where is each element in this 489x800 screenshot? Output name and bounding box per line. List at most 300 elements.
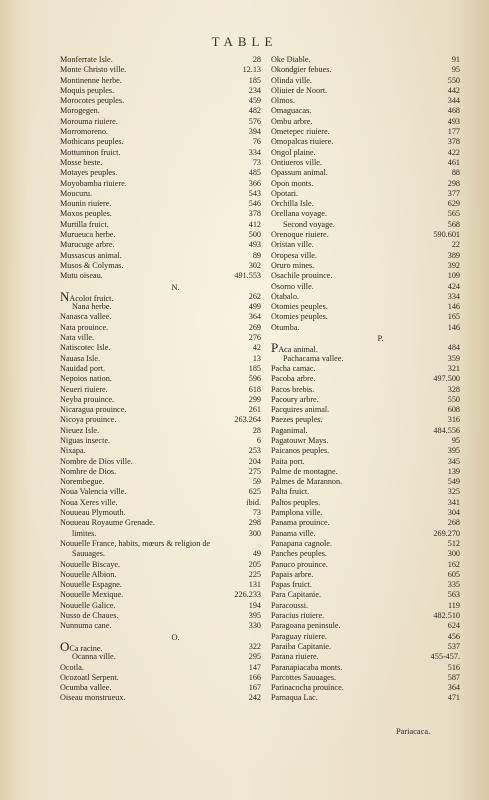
index-entry — [60, 364, 261, 374]
entry-term: Parinacocha prouince. — [271, 683, 344, 693]
index-entry — [271, 611, 460, 621]
entry-page-number: 455-457. — [430, 652, 460, 662]
entry-page-number: 12.13 — [242, 65, 261, 75]
index-entry — [60, 395, 261, 405]
entry-page-number: 22 — [451, 240, 460, 250]
index-entry — [271, 508, 460, 518]
index-entry — [271, 240, 460, 250]
entry-term: Paita port. — [271, 456, 305, 466]
index-entry — [271, 148, 460, 158]
entry-term: Moyobamba riuiere. — [60, 178, 127, 188]
entry-term: Otomies peuples. — [271, 302, 328, 312]
entry-term: Otumba. — [271, 322, 300, 332]
entry-page-number: 328 — [447, 384, 460, 394]
entry-page-number: 442 — [447, 85, 460, 95]
index-entry — [271, 498, 460, 508]
index-entry — [271, 354, 460, 364]
entry-term: Nata ville. — [60, 333, 95, 343]
entry-page-number: 253 — [248, 446, 261, 456]
entry-term: Paicanos peuples. — [271, 446, 330, 456]
entry-term: Montinenne herbe. — [60, 75, 122, 85]
entry-page-number: 262 — [248, 291, 261, 301]
index-entry — [271, 477, 460, 487]
entry-page-number: 491.553 — [234, 271, 261, 281]
entry-term: Nouuelle Albion. — [60, 569, 117, 579]
entry-term: Pacquires animal. — [271, 405, 330, 415]
entry-term: Nouuelle Biscaye. — [60, 559, 121, 569]
entry-page-number: 166 — [248, 672, 261, 682]
index-entry — [60, 343, 261, 353]
index-entry — [60, 693, 261, 703]
section-letter-text: N. — [171, 281, 180, 292]
entry-page-number: 629 — [447, 199, 460, 209]
entry-term: Panapana cagnole. — [271, 538, 332, 548]
entry-term: Morocotes peuples. — [60, 96, 125, 106]
index-entry — [271, 199, 460, 209]
entry-page-number: 146 — [447, 302, 460, 312]
entry-page-number: 568 — [447, 219, 460, 229]
index-entry — [60, 539, 261, 549]
entry-page-number: 378 — [248, 209, 261, 219]
entry-page-number: 364 — [447, 683, 460, 693]
index-entry — [271, 467, 460, 477]
entry-term: Nixapa. — [60, 446, 86, 456]
entry-page-number: 516 — [447, 662, 460, 672]
index-entry — [60, 487, 261, 497]
entry-page-number: 499 — [248, 302, 261, 312]
entry-page-number: 378 — [447, 137, 460, 147]
entry-term: Nouuelle Mexique. — [60, 590, 124, 600]
index-entry — [271, 405, 460, 415]
index-entry — [271, 168, 460, 178]
index-entry — [271, 601, 460, 611]
index-entry — [60, 199, 261, 209]
index-entry — [271, 693, 460, 703]
entry-term: Nouueau Royaume Grenade. — [60, 518, 155, 528]
entry-page-number: 185 — [248, 363, 261, 373]
entry-page-number: 321 — [447, 363, 460, 373]
index-entry — [271, 312, 460, 322]
entry-term: Monferrate Isle. — [60, 55, 113, 64]
entry-page-number: 275 — [248, 466, 261, 476]
entry-page-number: 625 — [248, 487, 261, 497]
index-entry — [60, 580, 261, 590]
entry-page-number: 395 — [447, 446, 460, 456]
entry-page-number: 608 — [447, 405, 460, 415]
index-entry — [60, 385, 261, 395]
entry-term: Parana riuiere. — [271, 652, 319, 662]
entry-page-number: 412 — [248, 219, 261, 229]
entry-term: Oke Diable. — [271, 55, 311, 64]
entry-page-number: 482.510 — [433, 611, 460, 621]
entry-term: Murucuge arbre. — [60, 240, 115, 250]
entry-term: Osachile prouince. — [271, 271, 333, 281]
entry-term: Noua Xeres ville. — [60, 497, 118, 507]
entry-page-number: 364 — [248, 312, 261, 322]
entry-term: Nouuelle France, habits, mœurs & religion de — [60, 538, 211, 548]
entry-page-number: 49 — [252, 549, 261, 559]
index-entry — [271, 55, 460, 65]
entry-term: Papas fruict. — [271, 580, 312, 590]
index-entry — [60, 76, 261, 86]
entry-page-number: 109 — [447, 271, 460, 281]
entry-page-number: 316 — [447, 415, 460, 425]
entry-term: Nieuez Isle. — [60, 425, 100, 435]
entry-page-number: 422 — [447, 147, 460, 157]
entry-page-number: 304 — [447, 508, 460, 518]
entry-term: NAcolot fruict. — [60, 288, 114, 304]
entry-term: Morogegen. — [60, 106, 100, 116]
index-entry — [271, 642, 460, 652]
catchword: Pariacaca. — [396, 727, 431, 736]
entry-term: Nauasa Isle. — [60, 353, 101, 363]
entry-term: Parcottes Sauuages. — [271, 672, 337, 682]
entry-term: Otomies peuples. — [271, 312, 328, 322]
entry-term: Orenoque riuiere. — [271, 230, 329, 240]
entry-term: Nepoios nation. — [60, 374, 112, 384]
entry-page-number: 335 — [447, 580, 460, 590]
entry-page-number: 73 — [252, 157, 261, 167]
index-entry — [60, 312, 261, 322]
entry-term: Orellana voyage. — [271, 209, 327, 219]
entry-term: Oristan ville. — [271, 240, 314, 250]
entry-term: Musos & Colymas. — [60, 260, 124, 270]
entry-term: Palmes de Marannon. — [271, 477, 343, 487]
entry-page-number: 461 — [447, 157, 460, 167]
entry-term: Omaguacas. — [271, 106, 312, 116]
index-entry — [271, 632, 460, 642]
index-entry — [271, 590, 460, 600]
entry-page-number: 359 — [447, 353, 460, 363]
index-entry — [60, 570, 261, 580]
entry-term: Palta fruict. — [271, 487, 310, 497]
index-entry — [271, 96, 460, 106]
entry-page-number: 276 — [248, 333, 261, 343]
index-entry — [60, 652, 261, 662]
index-entry — [271, 65, 460, 75]
index-entry — [271, 426, 460, 436]
entry-term: Niguas insecte. — [60, 435, 111, 445]
entry-term: Second voyage. — [283, 219, 335, 229]
index-entry — [60, 477, 261, 487]
entry-page-number: 485 — [248, 168, 261, 178]
entry-term: Nombre de Dios. — [60, 466, 117, 476]
entry-page-number: 590.601 — [433, 230, 460, 240]
entry-page-number: 299 — [248, 394, 261, 404]
index-entry — [271, 673, 460, 683]
entry-term: Ocanna ville. — [72, 652, 116, 662]
entry-page-number: 482 — [248, 106, 261, 116]
index-entry — [60, 446, 261, 456]
index-entry — [60, 673, 261, 683]
entry-term: Oruro mines. — [271, 260, 315, 270]
entry-page-number: 91 — [451, 55, 460, 64]
entry-page-number: 89 — [252, 250, 261, 260]
index-entry — [271, 137, 460, 147]
index-entry — [271, 446, 460, 456]
entry-term: Paezes peuples. — [271, 415, 323, 425]
entry-page-number: 13 — [252, 353, 261, 363]
index-entry — [60, 117, 261, 127]
entry-term: Ocotla. — [60, 662, 84, 672]
entry-term: Omopalcas riuiere. — [271, 137, 334, 147]
entry-page-number: 226.233 — [234, 590, 261, 600]
index-entry — [271, 106, 460, 116]
entry-page-number: 456 — [447, 631, 460, 641]
section-letter — [60, 282, 261, 292]
index-entry — [271, 487, 460, 497]
entry-page-number: 550 — [447, 75, 460, 85]
index-entry — [60, 323, 261, 333]
index-entry — [60, 168, 261, 178]
entry-page-number: 366 — [248, 178, 261, 188]
entry-page-number: 549 — [447, 477, 460, 487]
index-entry — [271, 323, 460, 333]
index-entry — [271, 340, 460, 356]
index-entry — [60, 467, 261, 477]
entry-page-number: 550 — [447, 394, 460, 404]
entry-term: Para Capitanie. — [271, 590, 322, 600]
index-entry — [271, 189, 460, 199]
entry-page-number: 302 — [248, 260, 261, 270]
entry-page-number: 185 — [248, 75, 261, 85]
entry-page-number: 322 — [248, 641, 261, 651]
entry-page-number: 298 — [447, 178, 460, 188]
entry-page-number: 576 — [248, 116, 261, 126]
entry-page-number: 131 — [248, 580, 261, 590]
entry-page-number: 537 — [447, 641, 460, 651]
entry-page-number: 194 — [248, 600, 261, 610]
index-entry — [60, 415, 261, 425]
entry-term: Orchilla Isle. — [271, 199, 314, 209]
index-entry — [60, 189, 261, 199]
index-entry — [60, 498, 261, 508]
index-entry — [271, 560, 460, 570]
entry-term: Nata prouince. — [60, 322, 109, 332]
index-entry — [60, 374, 261, 384]
index-entry — [60, 621, 261, 631]
entry-page-number: 205 — [248, 559, 261, 569]
entry-page-number: 468 — [447, 106, 460, 116]
entry-page-number: 268 — [447, 518, 460, 528]
index-entry — [60, 663, 261, 673]
entry-page-number: 6 — [256, 435, 261, 445]
entry-page-number: 394 — [248, 127, 261, 137]
entry-term: Pagatouwr Mays. — [271, 435, 329, 445]
entry-term: Natiscotec Isle. — [60, 343, 111, 353]
index-entry — [271, 529, 460, 539]
entry-term: Papais arbre. — [271, 569, 314, 579]
entry-page-number: 395 — [248, 611, 261, 621]
entry-term: Nana herbe. — [72, 302, 112, 312]
entry-page-number: 563 — [447, 590, 460, 600]
entry-term: Neueri riuiere. — [60, 384, 108, 394]
index-entry — [271, 374, 460, 384]
entry-term: Pacha camac. — [271, 363, 316, 373]
index-entry — [271, 457, 460, 467]
entry-page-number: 263.264 — [234, 415, 261, 425]
index-entry — [271, 683, 460, 693]
index-entry — [60, 137, 261, 147]
entry-page-number: 546 — [248, 199, 261, 209]
entry-page-number: 119 — [448, 600, 460, 610]
entry-page-number: 512 — [447, 538, 460, 548]
entry-term: Nusso de Chaues. — [60, 611, 119, 621]
entry-term: Monte Christo ville. — [60, 65, 127, 75]
index-entry — [60, 426, 261, 436]
index-entry — [60, 86, 261, 96]
entry-page-number: 565 — [447, 209, 460, 219]
entry-term: Opassum animal. — [271, 168, 328, 178]
entry-term: Nouuelle Galice. — [60, 600, 116, 610]
entry-term: Nauidad port. — [60, 363, 106, 373]
entry-page-number: 269 — [248, 322, 261, 332]
entry-term: Noua Valencia ville. — [60, 487, 127, 497]
entry-term: Okondgier febues. — [271, 65, 332, 75]
entry-term: Mothicans peuples. — [60, 137, 124, 147]
index-entry — [60, 518, 261, 528]
index-entry — [271, 549, 460, 559]
entry-term: limites. — [72, 528, 97, 538]
index-entry — [271, 570, 460, 580]
index-entry — [271, 652, 460, 662]
entry-term: Moucuru. — [60, 188, 93, 198]
entry-term: Murueuca herbe. — [60, 230, 116, 240]
entry-term: Olmos. — [271, 96, 295, 106]
index-entry — [60, 436, 261, 446]
entry-page-number: 177 — [447, 127, 460, 137]
index-entry — [271, 271, 460, 281]
left-index-column — [60, 55, 261, 704]
entry-page-number: 298 — [248, 518, 261, 528]
index-entry — [60, 209, 261, 219]
index-entry — [271, 518, 460, 528]
index-entry — [271, 86, 460, 96]
index-entry — [271, 364, 460, 374]
index-entry — [271, 292, 460, 302]
index-entry — [60, 457, 261, 467]
entry-page-number: 424 — [447, 281, 460, 291]
entry-page-number: 88 — [451, 168, 460, 178]
index-entry — [271, 220, 460, 230]
index-entry — [271, 117, 460, 127]
entry-term: Morouma riuiere. — [60, 116, 118, 126]
index-entry — [271, 261, 460, 271]
entry-term: Moquis peuples. — [60, 85, 115, 95]
index-entry — [60, 590, 261, 600]
entry-term: Nouueau Plymouth. — [60, 508, 126, 518]
entry-page-number: 484 — [447, 343, 460, 353]
entry-term: Otabalo. — [271, 291, 299, 301]
entry-page-number: 225 — [248, 569, 261, 579]
index-entry — [60, 302, 261, 312]
entry-page-number: 28 — [252, 55, 261, 64]
entry-page-number: 204 — [248, 456, 261, 466]
entry-page-number: 341 — [447, 497, 460, 507]
index-entry — [60, 549, 261, 559]
index-entry — [271, 302, 460, 312]
entry-page-number: 325 — [447, 487, 460, 497]
entry-page-number: 497.500 — [433, 374, 460, 384]
entry-term: Osorno ville. — [271, 281, 314, 291]
entry-term: Panches peuples. — [271, 549, 327, 559]
index-entry — [60, 158, 261, 168]
index-entry — [271, 580, 460, 590]
entry-page-number: 295 — [248, 652, 261, 662]
entry-page-number: 167 — [248, 683, 261, 693]
entry-page-number: 389 — [447, 250, 460, 260]
entry-page-number: 139 — [447, 466, 460, 476]
entry-term: Mussascus animal. — [60, 250, 122, 260]
entry-page-number: 543 — [248, 188, 261, 198]
index-entry — [60, 96, 261, 106]
index-entry — [271, 251, 460, 261]
entry-term: Opon monts. — [271, 178, 314, 188]
entry-page-number: 300 — [248, 528, 261, 538]
entry-term: Norembegue. — [60, 477, 105, 487]
index-entry — [60, 333, 261, 343]
index-entry — [60, 148, 261, 158]
index-entry — [60, 405, 261, 415]
entry-term: Palme de montagne. — [271, 466, 338, 476]
entry-term: Ontiueros ville. — [271, 157, 322, 167]
page-header: TABLE — [211, 34, 278, 49]
index-entry — [271, 621, 460, 631]
entry-term: Nunnuma cane. — [60, 621, 112, 631]
entry-page-number: 147 — [248, 662, 261, 672]
entry-term: Paltos peuples. — [271, 497, 321, 507]
index-entry — [271, 158, 460, 168]
entry-term: Nicoya prouince. — [60, 415, 117, 425]
entry-term: Mosse beste. — [60, 157, 103, 167]
entry-term: Paraiba Capitanie. — [271, 641, 332, 651]
index-entry — [271, 230, 460, 240]
entry-term: Morromoreno. — [60, 127, 108, 137]
index-entry — [271, 282, 460, 292]
index-entry — [60, 560, 261, 570]
index-entry — [271, 127, 460, 137]
index-entry — [271, 76, 460, 86]
entry-page-number: 165 — [447, 312, 460, 322]
right-index-column — [271, 55, 460, 704]
index-entry — [60, 251, 261, 261]
entry-page-number: 344 — [447, 96, 460, 106]
entry-term: Murtilla fruict. — [60, 219, 109, 229]
section-letter — [60, 632, 261, 642]
index-entry — [60, 179, 261, 189]
index-entry — [271, 209, 460, 219]
entry-term: Pachacama vallee. — [283, 353, 344, 363]
entry-page-number: 162 — [447, 559, 460, 569]
index-entry — [271, 436, 460, 446]
entry-page-number: 300 — [447, 549, 460, 559]
entry-term: Ongol plaine. — [271, 147, 316, 157]
entry-page-number: 73 — [252, 508, 261, 518]
entry-page-number: 471 — [447, 693, 460, 703]
index-entry — [60, 65, 261, 75]
index-entry — [60, 127, 261, 137]
entry-page-number: 377 — [447, 188, 460, 198]
index-entry — [271, 385, 460, 395]
entry-term: Neyba prouince. — [60, 394, 115, 404]
entry-page-number: 493 — [447, 116, 460, 126]
entry-term: Ocozoatl Serpent. — [60, 672, 119, 682]
entry-page-number: 624 — [447, 621, 460, 631]
entry-term: Paganimal. — [271, 425, 308, 435]
entry-term: Panama prouince. — [271, 518, 330, 528]
entry-term: Ocumba vallee. — [60, 683, 112, 693]
entry-page-number: 484.556 — [433, 425, 460, 435]
